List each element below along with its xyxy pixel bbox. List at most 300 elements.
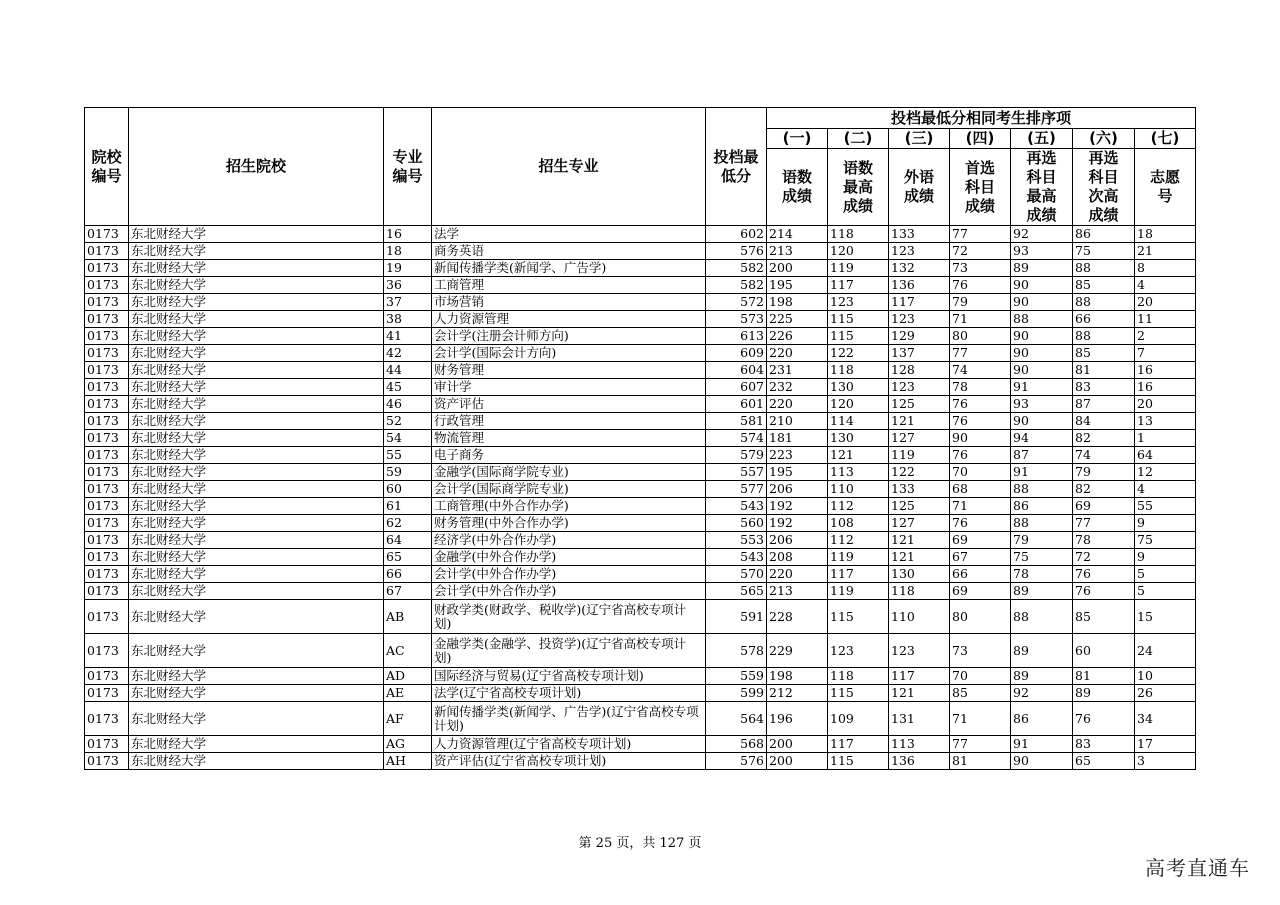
cell-major-name: 财务管理(中外合作办学)	[432, 515, 706, 532]
cell-tiebreak-6: 76	[1073, 702, 1135, 736]
cell-tiebreak-6: 85	[1073, 600, 1135, 634]
cell-school-code: 0173	[85, 685, 129, 702]
cell-major-name: 市场营销	[432, 294, 706, 311]
cell-tiebreak-4: 73	[950, 260, 1011, 277]
cell-major-name: 人力资源管理	[432, 311, 706, 328]
cell-tiebreak-1: 206	[767, 481, 828, 498]
header-tiebreak-label: 再选科目次高成绩	[1073, 149, 1135, 226]
cell-school-name: 东北财经大学	[129, 634, 384, 668]
cell-tiebreak-7: 5	[1135, 566, 1196, 583]
cell-tiebreak-2: 123	[828, 294, 889, 311]
cell-major-code: 59	[384, 464, 432, 481]
cell-school-code: 0173	[85, 515, 129, 532]
table-row	[85, 447, 1196, 464]
cell-tiebreak-1: 200	[767, 260, 828, 277]
cell-major-name: 会计学(中外合作办学)	[432, 583, 706, 600]
table-row	[85, 226, 1196, 243]
cell-tiebreak-7: 16	[1135, 362, 1196, 379]
table-row	[85, 243, 1196, 260]
cell-major-name: 物流管理	[432, 430, 706, 447]
header-tiebreak-label: 首选科目成绩	[950, 149, 1011, 226]
cell-school-code: 0173	[85, 413, 129, 430]
cell-major-name: 资产评估(辽宁省高校专项计划)	[432, 753, 706, 770]
cell-min-score: 564	[706, 702, 767, 736]
cell-school-name: 东北财经大学	[129, 396, 384, 413]
table-row	[85, 498, 1196, 515]
cell-tiebreak-5: 93	[1011, 243, 1073, 260]
cell-tiebreak-7: 8	[1135, 260, 1196, 277]
cell-school-name: 东北财经大学	[129, 753, 384, 770]
cell-min-score: 582	[706, 277, 767, 294]
cell-tiebreak-1: 213	[767, 243, 828, 260]
cell-tiebreak-1: 195	[767, 464, 828, 481]
cell-major-code: AG	[384, 736, 432, 753]
cell-tiebreak-4: 79	[950, 294, 1011, 311]
cell-major-code: 64	[384, 532, 432, 549]
header-tiebreak-label: 再选科目最高成绩	[1011, 149, 1073, 226]
cell-tiebreak-3: 136	[889, 753, 950, 770]
table-row	[85, 736, 1196, 753]
cell-school-name: 东北财经大学	[129, 464, 384, 481]
table-row	[85, 668, 1196, 685]
table-row	[85, 634, 1196, 668]
cell-min-score: 572	[706, 294, 767, 311]
cell-tiebreak-2: 119	[828, 260, 889, 277]
cell-tiebreak-5: 90	[1011, 345, 1073, 362]
cell-tiebreak-7: 2	[1135, 328, 1196, 345]
cell-tiebreak-4: 90	[950, 430, 1011, 447]
cell-min-score: 574	[706, 430, 767, 447]
cell-min-score: 591	[706, 600, 767, 634]
cell-tiebreak-1: 225	[767, 311, 828, 328]
table-row	[85, 515, 1196, 532]
cell-major-name: 商务英语	[432, 243, 706, 260]
cell-tiebreak-1: 232	[767, 379, 828, 396]
table-row	[85, 260, 1196, 277]
cell-tiebreak-4: 77	[950, 345, 1011, 362]
cell-tiebreak-7: 11	[1135, 311, 1196, 328]
cell-tiebreak-4: 85	[950, 685, 1011, 702]
table-body	[85, 226, 1196, 770]
cell-tiebreak-3: 123	[889, 311, 950, 328]
cell-tiebreak-1: 196	[767, 702, 828, 736]
cell-tiebreak-4: 69	[950, 532, 1011, 549]
cell-major-name: 会计学(注册会计师方向)	[432, 328, 706, 345]
cell-tiebreak-5: 90	[1011, 328, 1073, 345]
cell-tiebreak-1: 208	[767, 549, 828, 566]
cell-tiebreak-5: 89	[1011, 668, 1073, 685]
cell-tiebreak-7: 17	[1135, 736, 1196, 753]
cell-school-code: 0173	[85, 753, 129, 770]
cell-school-name: 东北财经大学	[129, 345, 384, 362]
cell-tiebreak-5: 89	[1011, 260, 1073, 277]
cell-school-name: 东北财经大学	[129, 532, 384, 549]
cell-tiebreak-6: 75	[1073, 243, 1135, 260]
cell-major-code: 62	[384, 515, 432, 532]
cell-tiebreak-4: 66	[950, 566, 1011, 583]
cell-tiebreak-5: 91	[1011, 379, 1073, 396]
cell-major-code: AH	[384, 753, 432, 770]
cell-tiebreak-3: 122	[889, 464, 950, 481]
cell-school-code: 0173	[85, 277, 129, 294]
cell-tiebreak-1: 200	[767, 736, 828, 753]
cell-major-code: 54	[384, 430, 432, 447]
cell-tiebreak-2: 117	[828, 566, 889, 583]
cell-tiebreak-2: 108	[828, 515, 889, 532]
cell-tiebreak-6: 72	[1073, 549, 1135, 566]
cell-tiebreak-4: 76	[950, 447, 1011, 464]
table-row	[85, 685, 1196, 702]
cell-tiebreak-3: 121	[889, 413, 950, 430]
header-tiebreak-number: (三)	[889, 129, 950, 149]
cell-tiebreak-1: 226	[767, 328, 828, 345]
cell-tiebreak-3: 127	[889, 515, 950, 532]
cell-tiebreak-6: 83	[1073, 379, 1135, 396]
cell-school-code: 0173	[85, 498, 129, 515]
cell-school-code: 0173	[85, 362, 129, 379]
cell-tiebreak-6: 76	[1073, 583, 1135, 600]
table-row	[85, 464, 1196, 481]
cell-major-code: 36	[384, 277, 432, 294]
cell-tiebreak-7: 5	[1135, 583, 1196, 600]
cell-tiebreak-2: 130	[828, 430, 889, 447]
cell-min-score: 576	[706, 243, 767, 260]
cell-tiebreak-6: 78	[1073, 532, 1135, 549]
cell-tiebreak-5: 86	[1011, 702, 1073, 736]
cell-tiebreak-2: 130	[828, 379, 889, 396]
cell-tiebreak-2: 115	[828, 311, 889, 328]
cell-tiebreak-3: 136	[889, 277, 950, 294]
cell-min-score: 604	[706, 362, 767, 379]
table-row	[85, 532, 1196, 549]
cell-tiebreak-7: 13	[1135, 413, 1196, 430]
cell-school-name: 东北财经大学	[129, 294, 384, 311]
watermark-logo-text: 高考直通车	[1145, 856, 1250, 880]
table-row	[85, 396, 1196, 413]
cell-major-name: 人力资源管理(辽宁省高校专项计划)	[432, 736, 706, 753]
cell-school-name: 东北财经大学	[129, 685, 384, 702]
cell-school-name: 东北财经大学	[129, 702, 384, 736]
cell-tiebreak-6: 60	[1073, 634, 1135, 668]
cell-tiebreak-2: 115	[828, 753, 889, 770]
table-row	[85, 362, 1196, 379]
cell-tiebreak-6: 76	[1073, 566, 1135, 583]
cell-major-code: 44	[384, 362, 432, 379]
cell-tiebreak-1: 210	[767, 413, 828, 430]
table-row	[85, 379, 1196, 396]
cell-tiebreak-6: 81	[1073, 362, 1135, 379]
cell-major-code: 65	[384, 549, 432, 566]
cell-min-score: 553	[706, 532, 767, 549]
cell-tiebreak-5: 88	[1011, 515, 1073, 532]
cell-tiebreak-6: 83	[1073, 736, 1135, 753]
cell-major-code: 42	[384, 345, 432, 362]
cell-major-name: 金融学类(金融学、投资学)(辽宁省高校专项计划)	[432, 634, 706, 668]
table-row	[85, 753, 1196, 770]
cell-major-name: 会计学(中外合作办学)	[432, 566, 706, 583]
cell-tiebreak-1: 212	[767, 685, 828, 702]
table-row	[85, 328, 1196, 345]
cell-tiebreak-7: 16	[1135, 379, 1196, 396]
header-major-code: 专业编号	[384, 108, 432, 226]
cell-school-name: 东北财经大学	[129, 566, 384, 583]
cell-tiebreak-6: 85	[1073, 345, 1135, 362]
cell-tiebreak-6: 69	[1073, 498, 1135, 515]
cell-tiebreak-5: 90	[1011, 413, 1073, 430]
cell-major-code: 60	[384, 481, 432, 498]
cell-tiebreak-7: 18	[1135, 226, 1196, 243]
header-tiebreak-label: 志愿号	[1135, 149, 1196, 226]
cell-tiebreak-1: 192	[767, 515, 828, 532]
cell-tiebreak-5: 88	[1011, 600, 1073, 634]
cell-tiebreak-1: 195	[767, 277, 828, 294]
cell-tiebreak-4: 76	[950, 515, 1011, 532]
cell-tiebreak-3: 123	[889, 243, 950, 260]
cell-tiebreak-3: 117	[889, 294, 950, 311]
cell-tiebreak-1: 220	[767, 396, 828, 413]
cell-school-code: 0173	[85, 600, 129, 634]
table-row	[85, 566, 1196, 583]
cell-tiebreak-5: 91	[1011, 736, 1073, 753]
cell-tiebreak-2: 117	[828, 736, 889, 753]
cell-tiebreak-7: 34	[1135, 702, 1196, 736]
cell-tiebreak-6: 81	[1073, 668, 1135, 685]
cell-tiebreak-4: 77	[950, 226, 1011, 243]
cell-school-code: 0173	[85, 583, 129, 600]
cell-major-code: 52	[384, 413, 432, 430]
cell-tiebreak-3: 130	[889, 566, 950, 583]
cell-tiebreak-4: 81	[950, 753, 1011, 770]
header-min-score: 投档最低分	[706, 108, 767, 226]
cell-tiebreak-2: 112	[828, 498, 889, 515]
table-row	[85, 430, 1196, 447]
cell-school-name: 东北财经大学	[129, 277, 384, 294]
cell-tiebreak-4: 71	[950, 498, 1011, 515]
cell-tiebreak-7: 64	[1135, 447, 1196, 464]
cell-tiebreak-3: 133	[889, 481, 950, 498]
cell-school-name: 东北财经大学	[129, 481, 384, 498]
cell-school-name: 东北财经大学	[129, 447, 384, 464]
cell-major-code: 37	[384, 294, 432, 311]
header-tiebreak-title: 投档最低分相同考生排序项	[767, 108, 1196, 129]
cell-tiebreak-6: 88	[1073, 260, 1135, 277]
cell-major-name: 资产评估	[432, 396, 706, 413]
page-number-footer: 第 25 页，共 127 页	[578, 836, 702, 851]
header-tiebreak-label: 外语成绩	[889, 149, 950, 226]
cell-major-code: 16	[384, 226, 432, 243]
cell-tiebreak-7: 9	[1135, 515, 1196, 532]
header-tiebreak-label: 语数最高成绩	[828, 149, 889, 226]
cell-tiebreak-6: 84	[1073, 413, 1135, 430]
cell-tiebreak-1: 220	[767, 566, 828, 583]
cell-major-name: 新闻传播学类(新闻学、广告学)(辽宁省高校专项计划)	[432, 702, 706, 736]
cell-tiebreak-2: 115	[828, 328, 889, 345]
cell-tiebreak-2: 114	[828, 413, 889, 430]
cell-school-code: 0173	[85, 634, 129, 668]
cell-school-code: 0173	[85, 430, 129, 447]
cell-tiebreak-3: 121	[889, 549, 950, 566]
cell-tiebreak-3: 110	[889, 600, 950, 634]
cell-tiebreak-3: 128	[889, 362, 950, 379]
header-tiebreak-number: (七)	[1135, 129, 1196, 149]
header-tiebreak-number: (六)	[1073, 129, 1135, 149]
cell-school-name: 东北财经大学	[129, 430, 384, 447]
cell-tiebreak-5: 93	[1011, 396, 1073, 413]
cell-tiebreak-3: 117	[889, 668, 950, 685]
cell-tiebreak-1: 181	[767, 430, 828, 447]
cell-school-code: 0173	[85, 345, 129, 362]
header-tiebreak-label: 语数成绩	[767, 149, 828, 226]
cell-tiebreak-7: 4	[1135, 277, 1196, 294]
cell-min-score: 609	[706, 345, 767, 362]
cell-tiebreak-5: 90	[1011, 294, 1073, 311]
cell-tiebreak-1: 206	[767, 532, 828, 549]
cell-major-code: 38	[384, 311, 432, 328]
cell-tiebreak-5: 87	[1011, 447, 1073, 464]
cell-tiebreak-2: 115	[828, 600, 889, 634]
cell-major-name: 电子商务	[432, 447, 706, 464]
cell-tiebreak-5: 86	[1011, 498, 1073, 515]
cell-tiebreak-2: 120	[828, 396, 889, 413]
cell-tiebreak-3: 123	[889, 379, 950, 396]
cell-major-code: 67	[384, 583, 432, 600]
cell-tiebreak-3: 119	[889, 447, 950, 464]
cell-school-code: 0173	[85, 532, 129, 549]
cell-tiebreak-5: 89	[1011, 634, 1073, 668]
cell-major-code: AF	[384, 702, 432, 736]
cell-tiebreak-2: 113	[828, 464, 889, 481]
cell-tiebreak-4: 76	[950, 413, 1011, 430]
cell-school-code: 0173	[85, 668, 129, 685]
cell-tiebreak-6: 79	[1073, 464, 1135, 481]
cell-tiebreak-6: 86	[1073, 226, 1135, 243]
cell-tiebreak-3: 125	[889, 396, 950, 413]
cell-major-code: AD	[384, 668, 432, 685]
cell-tiebreak-5: 90	[1011, 277, 1073, 294]
cell-tiebreak-6: 87	[1073, 396, 1135, 413]
cell-tiebreak-7: 20	[1135, 294, 1196, 311]
cell-tiebreak-6: 74	[1073, 447, 1135, 464]
cell-tiebreak-2: 117	[828, 277, 889, 294]
cell-school-code: 0173	[85, 379, 129, 396]
cell-tiebreak-5: 92	[1011, 685, 1073, 702]
cell-tiebreak-6: 88	[1073, 328, 1135, 345]
cell-school-code: 0173	[85, 702, 129, 736]
cell-major-code: 45	[384, 379, 432, 396]
cell-tiebreak-5: 90	[1011, 753, 1073, 770]
cell-tiebreak-3: 131	[889, 702, 950, 736]
cell-tiebreak-2: 112	[828, 532, 889, 549]
table-row	[85, 294, 1196, 311]
cell-tiebreak-2: 110	[828, 481, 889, 498]
cell-major-code: 18	[384, 243, 432, 260]
cell-tiebreak-2: 122	[828, 345, 889, 362]
cell-tiebreak-4: 73	[950, 634, 1011, 668]
cell-school-name: 东北财经大学	[129, 226, 384, 243]
cell-tiebreak-7: 55	[1135, 498, 1196, 515]
cell-tiebreak-1: 200	[767, 753, 828, 770]
cell-min-score: 559	[706, 668, 767, 685]
cell-major-name: 工商管理	[432, 277, 706, 294]
cell-tiebreak-4: 71	[950, 311, 1011, 328]
cell-tiebreak-1: 214	[767, 226, 828, 243]
cell-min-score: 577	[706, 481, 767, 498]
cell-tiebreak-4: 67	[950, 549, 1011, 566]
cell-tiebreak-1: 223	[767, 447, 828, 464]
cell-tiebreak-3: 125	[889, 498, 950, 515]
cell-min-score: 543	[706, 549, 767, 566]
cell-tiebreak-2: 120	[828, 243, 889, 260]
cell-major-name: 经济学(中外合作办学)	[432, 532, 706, 549]
cell-min-score: 565	[706, 583, 767, 600]
cell-tiebreak-5: 91	[1011, 464, 1073, 481]
admission-score-table	[84, 107, 1196, 770]
cell-tiebreak-4: 68	[950, 481, 1011, 498]
cell-min-score: 576	[706, 753, 767, 770]
cell-tiebreak-6: 82	[1073, 430, 1135, 447]
cell-tiebreak-6: 65	[1073, 753, 1135, 770]
cell-major-code: 19	[384, 260, 432, 277]
cell-tiebreak-3: 127	[889, 430, 950, 447]
cell-min-score: 557	[706, 464, 767, 481]
header-major-name: 招生专业	[432, 108, 706, 226]
cell-tiebreak-7: 12	[1135, 464, 1196, 481]
cell-min-score: 601	[706, 396, 767, 413]
cell-tiebreak-4: 76	[950, 277, 1011, 294]
cell-tiebreak-5: 90	[1011, 362, 1073, 379]
cell-tiebreak-1: 229	[767, 634, 828, 668]
cell-tiebreak-4: 74	[950, 362, 1011, 379]
cell-tiebreak-5: 88	[1011, 481, 1073, 498]
table-row	[85, 481, 1196, 498]
table-row	[85, 413, 1196, 430]
cell-tiebreak-6: 89	[1073, 685, 1135, 702]
cell-tiebreak-7: 15	[1135, 600, 1196, 634]
cell-min-score: 570	[706, 566, 767, 583]
cell-school-code: 0173	[85, 464, 129, 481]
cell-tiebreak-3: 118	[889, 583, 950, 600]
cell-school-name: 东北财经大学	[129, 379, 384, 396]
cell-tiebreak-2: 118	[828, 226, 889, 243]
cell-tiebreak-5: 75	[1011, 549, 1073, 566]
table-row	[85, 549, 1196, 566]
cell-school-code: 0173	[85, 396, 129, 413]
cell-tiebreak-3: 123	[889, 634, 950, 668]
cell-school-name: 东北财经大学	[129, 600, 384, 634]
cell-min-score: 573	[706, 311, 767, 328]
cell-tiebreak-3: 113	[889, 736, 950, 753]
cell-tiebreak-7: 21	[1135, 243, 1196, 260]
cell-major-name: 金融学(中外合作办学)	[432, 549, 706, 566]
cell-tiebreak-7: 10	[1135, 668, 1196, 685]
cell-tiebreak-2: 123	[828, 634, 889, 668]
cell-school-name: 东北财经大学	[129, 328, 384, 345]
cell-tiebreak-3: 132	[889, 260, 950, 277]
cell-school-name: 东北财经大学	[129, 243, 384, 260]
cell-tiebreak-5: 88	[1011, 311, 1073, 328]
cell-major-code: 41	[384, 328, 432, 345]
cell-major-code: 55	[384, 447, 432, 464]
cell-tiebreak-7: 75	[1135, 532, 1196, 549]
cell-major-name: 会计学(国际会计方向)	[432, 345, 706, 362]
cell-tiebreak-3: 121	[889, 685, 950, 702]
cell-school-name: 东北财经大学	[129, 260, 384, 277]
cell-min-score: 607	[706, 379, 767, 396]
cell-school-code: 0173	[85, 481, 129, 498]
cell-tiebreak-7: 20	[1135, 396, 1196, 413]
table-row	[85, 345, 1196, 362]
cell-tiebreak-1: 198	[767, 294, 828, 311]
